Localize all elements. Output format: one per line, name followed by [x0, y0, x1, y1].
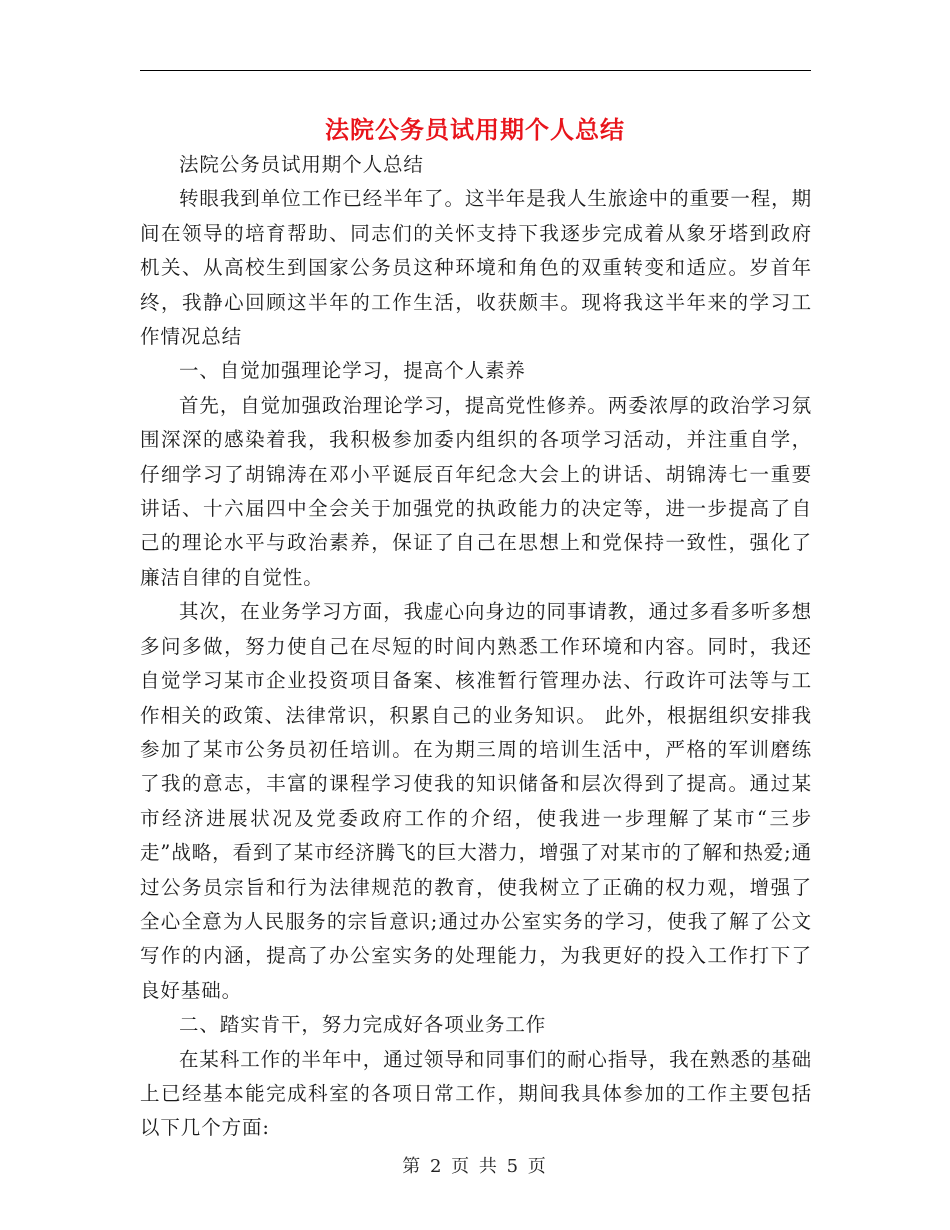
- body-paragraph: 其次，在业务学习方面，我虚心向身边的同事请教，通过多看多听多想多问多做，努力使自己在尽短的时间内熟悉工作环境和内容。同时，我还自觉学习某市企业投资项目备案、核准暂行管理办法、行政许可法等与工作相关的政策、法律常识，积累自己的业务知识。 此外，根据组织安排我参加了某市公务员初任培训。在为期三周的培训生活中，严格的军训磨练了我的意志，丰富的课程学习使我的知识储备和层次得到了提高。通过某市经济进展状况及党委政府工作的介绍，使我进一步理解了某市“三步走”战略，看到了某市经济腾飞的巨大潜力，增强了对某市的了解和热爱;通过公务员宗旨和行为法律规范的教育，使我树立了正确的权力观，增强了全心全意为人民服务的宗旨意识;通过办公室实务的学习，使我了解了公文写作的内涵，提高了办公室实务的处理能力，为我更好的投入工作打下了良好基础。: [140, 600, 812, 1002]
- header-rule: [140, 70, 811, 71]
- section-heading-1: 一、自觉加强理论学习，提高个人素养: [179, 359, 526, 383]
- body-paragraph: 首先，自觉加强政治理论学习，提高党性修养。两委浓厚的政治学习氛围深深的感染着我，我积极参加委内组织的各项学习活动，并注重自学，仔细学习了胡锦涛在邓小平诞辰百年纪念大会上的讲话、胡锦涛七一重要讲话、十六届四中全会关于加强党的执政能力的决定等，进一步提高了自己的理论水平与政治素养，保证了自己在思想上和党保持一致性，强化了廉洁自律的自觉性。: [140, 393, 812, 589]
- subtitle-paragraph: 法院公务员试用期个人总结: [179, 153, 424, 176]
- body-paragraph: 在某科工作的半年中，通过领导和同事们的耐心指导，我在熟悉的基础上已经基本能完成科室的各项日常工作，期间我具体参加的工作主要包括以下几个方面:: [140, 1047, 812, 1140]
- document-body: [140, 148, 812, 1146]
- page-footer: 第 2 页 共 5 页: [402, 1156, 548, 1177]
- intro-paragraph: 转眼我到单位工作已经半年了。这半年是我人生旅途中的重要一程，期间在领导的培育帮助、同志们的关怀支持下我逐步完成着从象牙塔到政府机关、从高校生到国家公务员这种环境和角色的双重转变和适应。岁首年终，我静心回顾这半年的工作生活，收获颇丰。现将我这半年来的学习工作情况总结: [140, 187, 812, 349]
- document-title: 法院公务员试用期个人总结: [325, 116, 625, 144]
- section-heading-2: 二、踏实肯干，努力完成好各项业务工作: [179, 1013, 547, 1037]
